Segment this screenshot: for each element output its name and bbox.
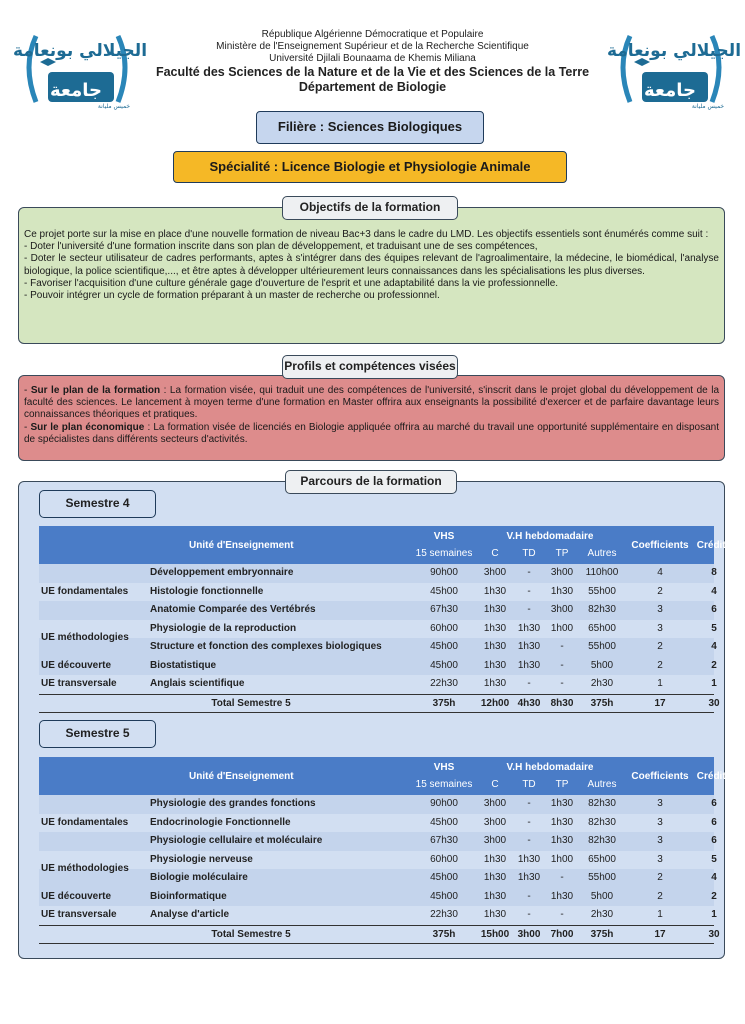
cell-coefficient: 2 xyxy=(657,872,663,883)
svg-text:جامعة: جامعة xyxy=(50,80,102,101)
header-td: TD xyxy=(522,779,536,790)
total-tp: 8h30 xyxy=(550,697,574,709)
cell-c: 1h30 xyxy=(483,678,507,689)
cell-tp: 1h30 xyxy=(550,585,574,597)
cell-c: 1h30 xyxy=(483,622,507,634)
svg-text:الجيلالي بونعامة: الجيلالي بونعامة xyxy=(606,41,742,61)
cell-tp: - xyxy=(560,641,564,652)
header-c: C xyxy=(491,548,499,559)
module-name: Physiologie des grandes fonctions xyxy=(150,798,316,809)
parcours-section xyxy=(18,481,732,959)
cell-td: - xyxy=(527,909,531,920)
total-autres: 375h xyxy=(590,697,614,709)
cell-credits: 6 xyxy=(711,835,717,846)
cell-tp: 3h00 xyxy=(550,604,574,615)
header-coefficients: Coefficients xyxy=(631,771,689,782)
cell-td: - xyxy=(527,604,531,615)
cell-autres: 65h00 xyxy=(588,853,616,865)
profils-paragraph-economique: - Sur le plan économique : La formation visée de licenciés en Biologie appliquée offrira au marché du travail une opportunité supplémentaire en disposant de spécialistes dans différents secteurs d'activités. xyxy=(24,421,719,445)
svg-text:خميس مليانة: خميس مليانة xyxy=(691,103,725,110)
cell-credits: 4 xyxy=(711,641,717,652)
cell-autres: 5h00 xyxy=(590,890,614,902)
table-row xyxy=(39,638,717,657)
cell-autres: 2h30 xyxy=(590,678,614,689)
cell-td: - xyxy=(527,567,531,578)
objectifs-line: Ce projet porte sur la mise en place d'une nouvelle formation de niveau Bac+3 dans le cadre du LMD. Les objectifs essentiels sont énumérés comme suit : xyxy=(24,229,709,240)
cell-td: - xyxy=(527,585,531,597)
cell-credits: 4 xyxy=(711,872,717,883)
total-c: 12h00 xyxy=(480,697,510,709)
cell-td: 1h30 xyxy=(517,659,541,671)
table-row xyxy=(39,869,717,888)
header-vhs: VHS xyxy=(433,762,455,773)
ue-group-label: UE découverte xyxy=(41,659,112,671)
table-row xyxy=(39,583,717,602)
table-header xyxy=(39,757,732,795)
total-tp: 7h00 xyxy=(550,928,574,940)
module-name: Biologie moléculaire xyxy=(150,872,248,883)
cell-tp: - xyxy=(560,872,564,883)
cell-credits: 2 xyxy=(711,890,717,902)
cell-c: 1h30 xyxy=(483,604,507,615)
cell-coefficient: 1 xyxy=(657,678,663,689)
total-credits: 30 xyxy=(708,928,720,940)
cell-vhs: 45h00 xyxy=(430,641,458,652)
table-row xyxy=(39,795,717,814)
cell-credits: 2 xyxy=(711,659,717,671)
filiere-label: Filière : Sciences Biologiques xyxy=(256,111,484,144)
cell-tp: - xyxy=(560,659,564,671)
cell-coefficient: 4 xyxy=(657,567,663,578)
module-name: Développement embryonnaire xyxy=(150,567,294,578)
cell-vhs: 60h00 xyxy=(430,853,458,865)
cell-vhs: 22h30 xyxy=(430,909,458,920)
objectifs-text xyxy=(24,229,719,302)
table-row xyxy=(39,564,717,583)
header-vhs-sub: 15 semaines xyxy=(415,779,473,790)
cell-credits: 5 xyxy=(711,622,717,634)
module-name: Analyse d'article xyxy=(150,909,230,920)
cell-td: 1h30 xyxy=(517,641,541,652)
objectifs-line: - Pouvoir intégrer un cycle de formation préparant à un master de recherche ou professionnel. xyxy=(24,290,440,302)
cell-credits: 5 xyxy=(711,853,717,865)
module-name: Biostatistique xyxy=(150,659,217,671)
cell-vhs: 67h30 xyxy=(430,835,458,846)
cell-credits: 8 xyxy=(711,567,717,578)
cell-c: 1h30 xyxy=(483,659,507,671)
header-line-republic: République Algérienne Démocratique et Populaire xyxy=(261,29,484,40)
total-td: 4h30 xyxy=(517,697,541,709)
total-vhs: 375h xyxy=(432,697,456,709)
module-name: Physiologie nerveuse xyxy=(150,853,253,865)
ue-group-label: UE transversale xyxy=(41,909,117,921)
header-vhs-sub: 15 semaines xyxy=(415,548,473,559)
cell-credits: 6 xyxy=(711,816,717,828)
total-autres: 375h xyxy=(590,928,614,940)
header-unite: Unité d'Enseignement xyxy=(189,540,294,551)
cell-coefficient: 3 xyxy=(657,622,663,634)
table-row xyxy=(39,906,717,925)
module-name: Anglais scientifique xyxy=(150,678,245,689)
table-row xyxy=(39,601,717,620)
profils-paragraph-formation: - Sur le plan de la formation : La formation visée, qui traduit une des compétences de l'université, s'inscrit dans le projet global du développement de la faculté des sciences. Le lancement à moyen terme d'une formation en Master offrira aux enseignants la possibilité d'exercer et de parfaire davantage leurs connaissances théoriques et pratiques. xyxy=(24,385,720,421)
profils-lead-formation: Sur le plan de la formation xyxy=(30,385,161,396)
total-td: 3h00 xyxy=(517,928,541,940)
cell-td: - xyxy=(527,678,531,689)
cell-coefficient: 3 xyxy=(657,853,663,865)
cell-td: - xyxy=(527,890,531,902)
ue-group-label: UE fondamentales xyxy=(41,585,129,597)
table-row xyxy=(39,657,717,676)
table-row xyxy=(39,620,717,639)
cell-vhs: 90h00 xyxy=(430,798,458,809)
cell-td: 1h30 xyxy=(517,872,541,883)
header-td: TD xyxy=(522,548,536,559)
objectifs-line: - Doter le secteur utilisateur de cadres performants, aptes à s'intégrer dans des équipes relevant de l'agroalimentaire, la médecine, le biomédical, l'analyse biologique, la police scientifique,..., et être aptes à développer ultérieurement leurs connaissances dans les spécialisations les plus diverses. xyxy=(24,253,719,277)
table-row xyxy=(39,832,717,851)
table-row xyxy=(39,675,717,694)
semester-label: Semestre 5 xyxy=(39,720,156,748)
semester-label: Semestre 4 xyxy=(39,490,156,518)
objectifs-line: - Favoriser l'acquisition d'une culture générale gage d'ouverture de l'esprit et une adaptabilité dans la vie professionnelle. xyxy=(24,277,559,289)
cell-vhs: 90h00 xyxy=(430,567,458,578)
module-name: Anatomie Comparée des Vertébrés xyxy=(150,604,316,615)
profils-lead-economique: Sur le plan économique xyxy=(30,421,145,433)
semester-table xyxy=(39,526,732,713)
total-c: 15h00 xyxy=(480,928,510,940)
module-name: Endocrinologie Fonctionnelle xyxy=(150,816,291,828)
module-name: Physiologie cellulaire et moléculaire xyxy=(150,835,323,846)
cell-c: 1h30 xyxy=(483,853,507,865)
cell-td: 1h30 xyxy=(517,622,541,634)
cell-coefficient: 2 xyxy=(657,641,663,652)
svg-text:خميس مليانة: خميس مليانة xyxy=(97,103,131,110)
profils-section xyxy=(18,375,725,461)
header-vh-hebdo: V.H hebdomadaire xyxy=(506,531,594,542)
objectifs-line: - Doter l'université d'une formation inscrite dans son plan de développement, et traduisant une de ses compétences, xyxy=(24,241,538,253)
header-line-faculty: Faculté des Sciences de la Nature et de la Vie et des Sciences de la Terre xyxy=(155,65,590,79)
cell-vhs: 45h00 xyxy=(430,816,458,828)
cell-tp: 1h30 xyxy=(550,816,574,828)
cell-autres: 82h30 xyxy=(588,835,616,846)
svg-text:الجيلالي بونعامة: الجيلالي بونعامة xyxy=(12,41,148,61)
specialite-label: Spécialité : Licence Biologie et Physiologie Animale xyxy=(173,151,567,183)
module-name: Structure et fonction des complexes biologiques xyxy=(150,641,382,652)
total-label: Total Semestre 5 xyxy=(211,697,291,709)
header-credits: Crédits xyxy=(696,540,732,551)
profils-text xyxy=(24,385,719,446)
cell-c: 1h30 xyxy=(483,872,507,883)
cell-c: 1h30 xyxy=(483,641,507,652)
profils-text-formation: : La formation visée, qui traduit une des compétences de l'université, s'inscrit dans le projet global du développement de la faculté des sciences. Le lancement à moyen terme d'une formation en Master offrira aux enseignants la possibilité d'exercer et de parfaire davantage leurs connaissances théoriques et pratiques. xyxy=(24,385,720,421)
header-vhs: VHS xyxy=(433,531,455,542)
cell-autres: 82h30 xyxy=(588,604,616,615)
cell-coefficient: 2 xyxy=(657,890,663,902)
total-row xyxy=(39,925,720,944)
total-credits: 30 xyxy=(708,697,720,709)
cell-c: 3h00 xyxy=(483,567,507,578)
header-autres: Autres xyxy=(587,779,617,790)
university-logo-left xyxy=(12,26,148,110)
table-row xyxy=(39,888,717,907)
cell-tp: 1h00 xyxy=(550,853,574,865)
cell-credits: 6 xyxy=(711,604,717,615)
svg-text:جامعة: جامعة xyxy=(644,80,696,101)
cell-td: - xyxy=(527,835,531,846)
cell-tp: - xyxy=(560,678,564,689)
ue-group-label: UE méthodologies xyxy=(41,632,129,643)
ue-group-label: UE fondamentales xyxy=(41,816,129,828)
cell-credits: 4 xyxy=(711,585,717,597)
header-credits: Crédits xyxy=(696,771,732,782)
cell-autres: 82h30 xyxy=(588,816,616,828)
profils-title: Profils et compétences visées xyxy=(282,355,458,379)
cell-vhs: 67h30 xyxy=(430,604,458,615)
table-row xyxy=(39,814,717,833)
cell-vhs: 45h00 xyxy=(430,872,458,883)
university-logo-right xyxy=(606,26,742,110)
module-name: Histologie fonctionnelle xyxy=(150,585,264,597)
module-name: Physiologie de la reproduction xyxy=(150,622,297,634)
cell-tp: 1h30 xyxy=(550,835,574,846)
cell-coefficient: 2 xyxy=(657,585,663,597)
cell-autres: 55h00 xyxy=(588,585,616,597)
cell-tp: 3h00 xyxy=(550,567,574,578)
header-unite: Unité d'Enseignement xyxy=(189,771,294,782)
cell-coefficient: 3 xyxy=(657,604,663,615)
cell-vhs: 45h00 xyxy=(430,890,458,902)
cell-c: 1h30 xyxy=(483,890,507,902)
cell-vhs: 22h30 xyxy=(430,678,458,689)
cell-c: 3h00 xyxy=(483,835,507,846)
total-vhs: 375h xyxy=(432,928,456,940)
cell-coefficient: 2 xyxy=(657,659,663,671)
semester-table xyxy=(39,757,732,944)
objectifs-section xyxy=(18,207,725,344)
parcours-title: Parcours de la formation xyxy=(285,470,457,494)
cell-autres: 65h00 xyxy=(588,622,616,634)
cell-autres: 5h00 xyxy=(590,659,614,671)
header-line-ministry: Ministère de l'Enseignement Supérieur et de la Recherche Scientifique xyxy=(216,41,529,52)
header-vh-hebdo: V.H hebdomadaire xyxy=(506,762,594,773)
cell-tp: 1h30 xyxy=(550,890,574,902)
cell-vhs: 45h00 xyxy=(430,659,458,671)
cell-vhs: 60h00 xyxy=(430,622,458,634)
ue-group-label: UE découverte xyxy=(41,890,112,902)
cell-c: 1h30 xyxy=(483,585,507,597)
table-row xyxy=(39,851,717,870)
profils-text-economique: : La formation visée de licenciés en Biologie appliquée offrira au marché du travail une opportunité supplémentaire en disposant de spécialistes dans différents secteurs d'activités. xyxy=(24,421,719,445)
cell-c: 1h30 xyxy=(483,909,507,920)
cell-coefficient: 3 xyxy=(657,835,663,846)
cell-td: - xyxy=(527,816,531,828)
ue-group-label: UE transversale xyxy=(41,678,117,690)
header-c: C xyxy=(491,779,499,790)
cell-coefficient: 1 xyxy=(657,909,663,920)
header-line-university: Université Djilali Bounaama de Khemis Miliana xyxy=(269,53,476,64)
cell-autres: 82h30 xyxy=(588,798,616,809)
cell-c: 3h00 xyxy=(483,816,507,828)
cell-coefficient: 3 xyxy=(657,816,663,828)
cell-coefficient: 3 xyxy=(657,798,663,809)
ue-group-label: UE méthodologies xyxy=(41,863,129,874)
cell-autres: 110h00 xyxy=(585,567,619,578)
cell-td: - xyxy=(527,798,531,809)
cell-tp: 1h30 xyxy=(550,798,574,809)
total-coefficient: 17 xyxy=(654,928,666,940)
total-row xyxy=(39,694,720,713)
header-line-department: Département de Biologie xyxy=(298,80,447,94)
cell-autres: 2h30 xyxy=(590,909,614,920)
cell-tp: 1h00 xyxy=(550,622,574,634)
cell-td: 1h30 xyxy=(517,853,541,865)
table-header xyxy=(39,526,732,564)
header-tp: TP xyxy=(555,779,569,790)
header-coefficients: Coefficients xyxy=(631,540,689,551)
header-autres: Autres xyxy=(587,548,617,559)
total-coefficient: 17 xyxy=(654,697,666,709)
objectifs-title: Objectifs de la formation xyxy=(282,196,458,220)
cell-credits: 1 xyxy=(711,909,717,920)
module-name: Bioinformatique xyxy=(150,890,227,902)
cell-autres: 55h00 xyxy=(588,872,616,883)
total-label: Total Semestre 5 xyxy=(211,928,291,940)
cell-c: 3h00 xyxy=(483,798,507,809)
cell-autres: 55h00 xyxy=(588,641,616,652)
cell-tp: - xyxy=(560,909,564,920)
cell-vhs: 45h00 xyxy=(430,585,458,597)
header-tp: TP xyxy=(555,548,569,559)
cell-credits: 1 xyxy=(711,678,717,689)
cell-credits: 6 xyxy=(711,798,717,809)
